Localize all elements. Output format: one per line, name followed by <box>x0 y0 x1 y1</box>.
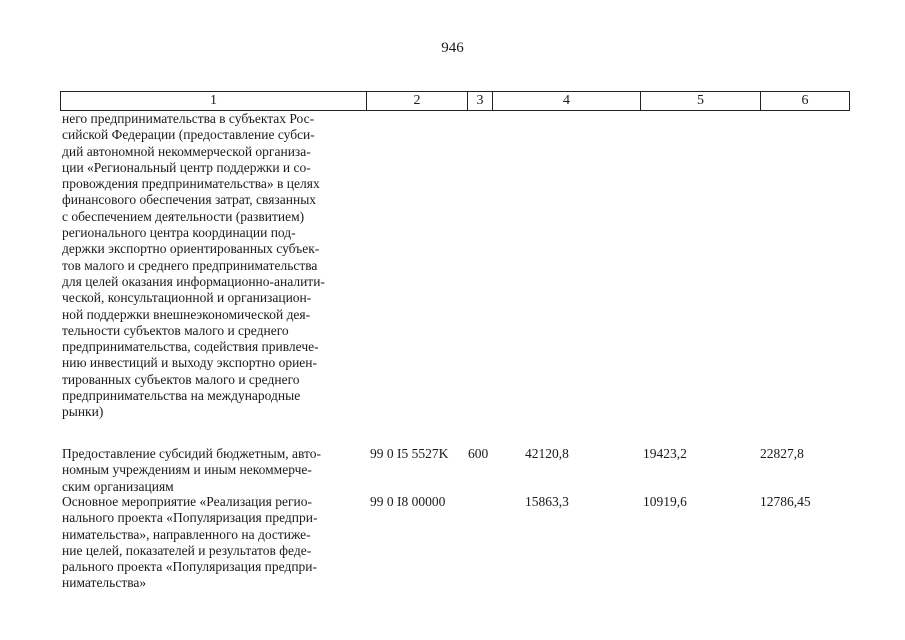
row-main-event-amount-col6: 12786,45 <box>760 494 811 509</box>
row-subsidy-amount-col5: 19423,2 <box>643 446 687 461</box>
column-number-4: 4 <box>493 92 641 110</box>
row-subsidy-amount-col4: 42120,8 <box>525 446 569 461</box>
row-main-event-amount-col4: 15863,3 <box>525 494 569 509</box>
column-number-6: 6 <box>801 93 809 108</box>
page-number: 946 <box>441 40 464 56</box>
row-main-event-code: 99 0 I8 00000 <box>370 494 446 509</box>
continuation-description: него предпринимательства в субъектах Рос- сийской Федерации (предоставление субси- дий автономной некоммерческой организа- ции «Региональный центр поддержки и со- провождения предпринимательства» в целях финансового обеспечения затрат, связанных с обеспечением деятельности (развитием) регионального центра координации под- держки экспортно ориентированных субъек- тов малого и среднего предпринимательства для целей оказания информационно-аналити- ческой, консультационной и организацион- ной поддержки внешнеэкономической дея- тельности субъектов малого и среднего предпринимательства, содействия привлече- нию инвестиций и выходу экспортно ориен- тированных субъектов малого и среднего предпринимательства на международные рынки) <box>62 111 325 420</box>
row-subsidy-expense-type: 600 <box>468 446 489 461</box>
row-subsidy-amount-col6: 22827,8 <box>760 446 804 461</box>
column-number-1: 1 <box>61 92 367 110</box>
column-number-2: 2 <box>367 92 468 110</box>
row-main-event-amount-col5: 10919,6 <box>643 494 687 509</box>
row-subsidy-description: Предоставление субсидий бюджетным, авто- номным учреждениям и иным некоммерче- ским организациям <box>62 446 321 494</box>
column-number-5: 5 <box>641 92 761 110</box>
table-header-row <box>60 91 850 111</box>
column-number-3: 3 <box>468 92 493 110</box>
row-subsidy-code: 99 0 I5 5527K <box>370 446 449 461</box>
row-main-event-description: Основное мероприятие «Реализация регио- нального проекта «Популяризация предпри- нимательства», направленного на достиже- ние целей, показателей и результатов феде- рального проекта «Популяризация предпри- нимательства» <box>62 494 318 591</box>
